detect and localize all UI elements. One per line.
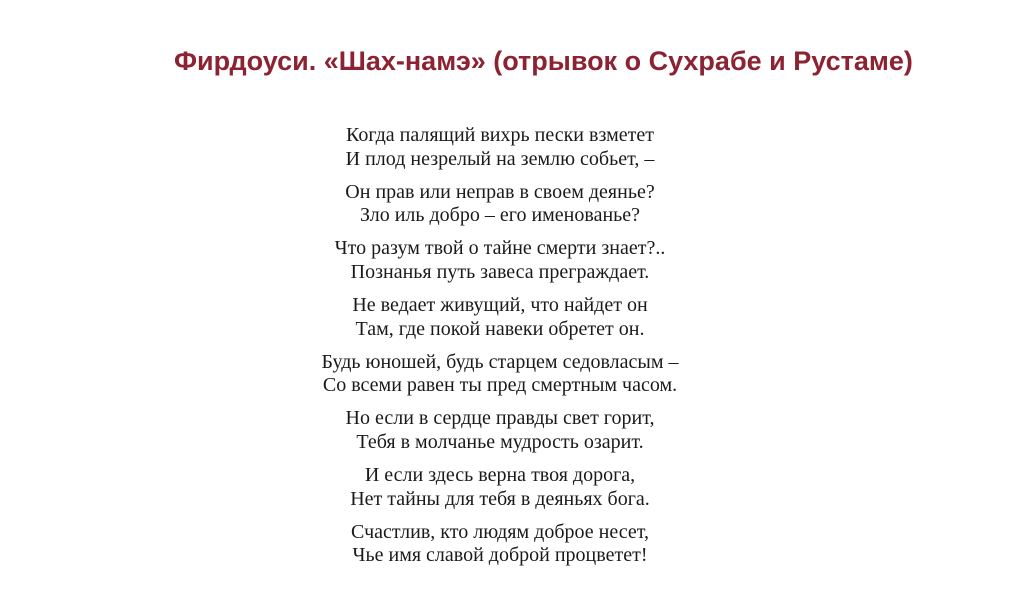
stanza bbox=[250, 124, 750, 171]
stanza bbox=[250, 464, 750, 511]
poem-line: Будь юношей, будь старцем седовласым – bbox=[321, 350, 679, 373]
poem-line: Нет тайны для тебя в деяньях бога. bbox=[350, 487, 650, 510]
page-title: Фирдоуси. «Шах-намэ» (отрывок о Сухрабе и Рустаме) bbox=[174, 46, 913, 76]
poem-line: Зло иль добро – его именованье? bbox=[359, 204, 641, 227]
poem-line: И плод незрелый на землю собьет, – bbox=[345, 147, 655, 170]
stanza bbox=[250, 237, 750, 284]
poem-line: Счастлив, кто людям доброе несет, bbox=[351, 520, 649, 543]
stanza bbox=[250, 521, 750, 568]
stanza bbox=[250, 407, 750, 454]
poem-line: Там, где покой навеки обретет он. bbox=[355, 317, 645, 340]
stanza bbox=[250, 181, 750, 228]
poem-line: Он прав или неправ в своем деянье? bbox=[345, 180, 655, 203]
stanza bbox=[250, 294, 750, 341]
poem-line: Что разум твой о тайне смерти знает?.. bbox=[334, 237, 666, 260]
poem-line: Не ведает живущий, что найдет он bbox=[352, 294, 648, 317]
poem-line: Чье имя славой доброй процветет! bbox=[352, 544, 648, 567]
poem-line: Со всеми равен ты пред смертным часом. bbox=[322, 374, 678, 397]
poem bbox=[250, 124, 750, 578]
stanza bbox=[250, 351, 750, 398]
poem-line: Но если в сердце правды свет горит, bbox=[345, 407, 655, 430]
poem-line: Тебя в молчанье мудрость озарит. bbox=[356, 430, 644, 453]
poem-line: Познанья путь завеса преграждает. bbox=[350, 260, 650, 283]
poem-line: И если здесь верна твоя дорога, bbox=[364, 464, 636, 487]
poem-line: Когда палящий вихрь пески взметет bbox=[346, 124, 654, 146]
